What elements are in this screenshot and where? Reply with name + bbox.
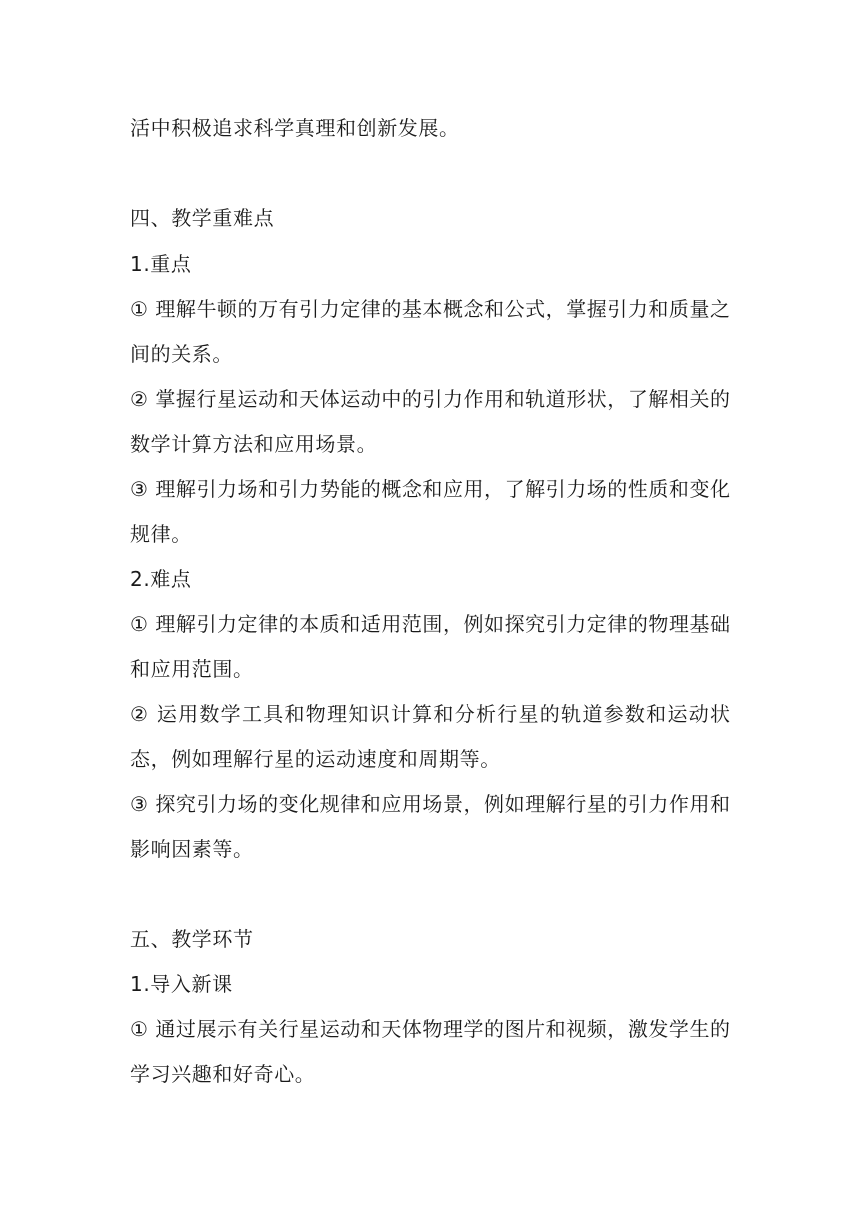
list-item-text: ① 通过展示有关行星运动和天体物理学的图片和视频，激发学生的 <box>130 1017 730 1041</box>
list-item-text: 规律。 <box>130 522 192 546</box>
subheading-key-points: 1.重点 <box>130 252 192 276</box>
list-item-text: 学习兴趣和好奇心。 <box>130 1062 316 1086</box>
list-item-text: ② 运用数学工具和物理知识计算和分析行星的轨道参数和运动状 <box>130 702 730 726</box>
section-heading-teaching-steps: 五、教学环节 <box>130 927 254 951</box>
subheading-introduction: 1.导入新课 <box>130 972 233 996</box>
list-item-text: 影响因素等。 <box>130 837 254 861</box>
paragraph-continuation: 活中积极追求科学真理和创新发展。 <box>130 116 460 140</box>
section-heading-key-points: 四、教学重难点 <box>130 206 275 230</box>
list-item-text: ① 理解引力定律的本质和适用范围，例如探究引力定律的物理基础 <box>130 612 730 636</box>
list-item-text: 间的关系。 <box>130 342 233 366</box>
list-item-text: ① 理解牛顿的万有引力定律的基本概念和公式，掌握引力和质量之 <box>130 297 730 321</box>
subheading-difficulties: 2.难点 <box>130 567 192 591</box>
list-item-text: 态，例如理解行星的运动速度和周期等。 <box>130 747 501 771</box>
list-item-text: ② 掌握行星运动和天体运动中的引力作用和轨道形状，了解相关的 <box>130 387 730 411</box>
list-item-text: 和应用范围。 <box>130 657 254 681</box>
list-item-text: ③ 理解引力场和引力势能的概念和应用，了解引力场的性质和变化 <box>130 477 730 501</box>
list-item-text: 数学计算方法和应用场景。 <box>130 432 378 456</box>
list-item-text: ③ 探究引力场的变化规律和应用场景，例如理解行星的引力作用和 <box>130 792 730 816</box>
